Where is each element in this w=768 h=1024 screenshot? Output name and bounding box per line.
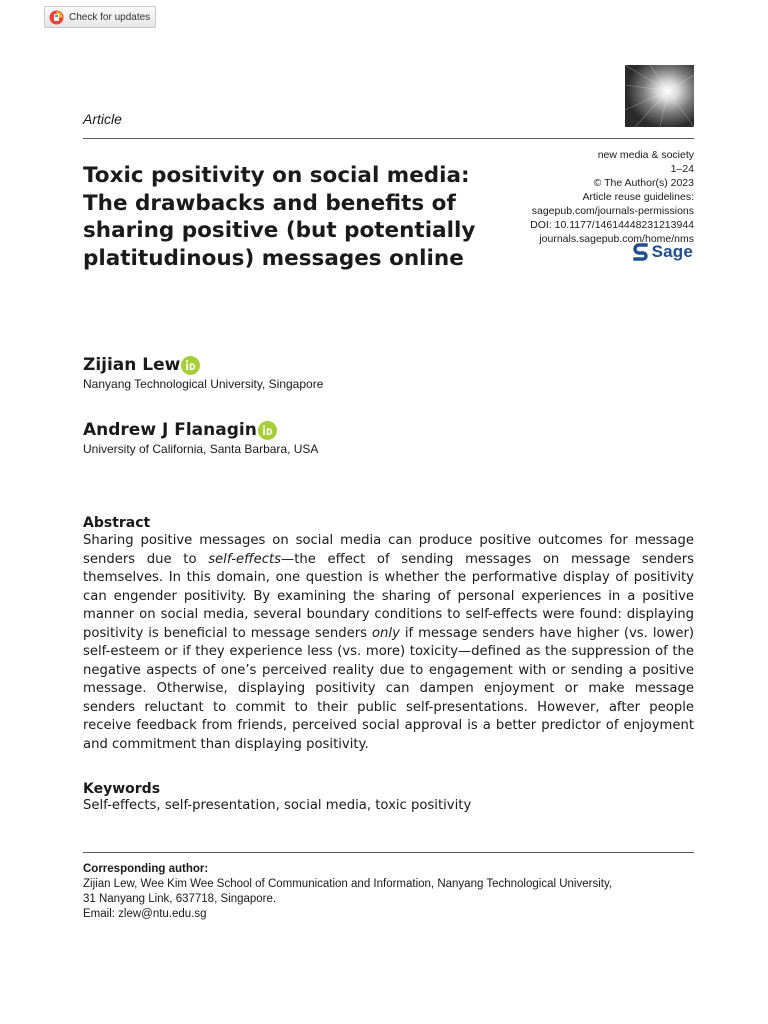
permissions-link[interactable]: sagepub.com/journals-permissions: [531, 205, 694, 217]
abstract-heading: Abstract: [83, 515, 151, 531]
check-for-updates-label: Check for updates: [69, 11, 151, 23]
corresponding-author-heading: Corresponding author:: [83, 863, 209, 875]
sage-logo: [633, 242, 693, 262]
orcid-icon[interactable]: [258, 421, 277, 440]
author-name-row: [83, 420, 318, 440]
author-name: Andrew J Flanagin: [83, 420, 257, 440]
keywords-heading: Keywords: [83, 781, 161, 797]
keywords-section: [83, 781, 694, 813]
abstract-text: [83, 532, 694, 754]
keywords-text: Self-effects, self-presentation, social media, toxic positivity: [83, 798, 472, 813]
journal-cover-image: [625, 65, 694, 127]
check-for-updates-button[interactable]: [44, 6, 156, 28]
reuse-guidelines-label: Article reuse guidelines:: [582, 191, 694, 203]
doi-link[interactable]: DOI: 10.1177/14614448231213944: [530, 219, 694, 231]
abstract-emphasis: self-effects: [208, 551, 282, 567]
abstract-text-part: —the effect of sending messages on message senders themselves. In this domain, one question is whether the performative display of positivity can engender positivity. By examining the sharing of personal experiences in a positive manner on social media, several boundary conditions to self-effects were found: displaying positivity is beneficial to message senders: [83, 551, 694, 641]
author-affiliation: University of California, Santa Barbara, USA: [83, 442, 319, 456]
corresponding-address-line: 31 Nanyang Link, 637718, Singapore.: [83, 893, 277, 905]
page-range: 1–24: [670, 163, 694, 175]
journal-home-link[interactable]: journals.sagepub.com/home/nms: [539, 233, 694, 245]
author-block: [83, 355, 323, 391]
footer-divider: [83, 852, 694, 853]
abstract-text-part: if message senders have higher (vs. lower) self-esteem or if they experience less (vs. more) toxicity—defined as the suppression of the negative aspects of one’s perceived reality due to engagement with or sending a positive message. Otherwise, displaying positivity can dampen enjoyment or make message senders reluctant to commit to their public self-presentations. However, after people receive feedback from friends, perceived social approval is a better predictor of enjoyment and commitment than displaying positivity.: [83, 625, 695, 752]
copyright-notice: © The Author(s) 2023: [593, 177, 694, 189]
corresponding-author-section: [83, 862, 703, 922]
author-block: [83, 420, 318, 456]
header-divider: [83, 138, 694, 139]
corresponding-email[interactable]: Email: zlew@ntu.edu.sg: [83, 908, 207, 920]
abstract-emphasis: only: [371, 625, 400, 641]
corresponding-address-line: Zijian Lew, Wee Kim Wee School of Communication and Information, Nanyang Technological University,: [83, 878, 613, 890]
article-type-label: Article: [83, 111, 122, 127]
article-title: Toxic positivity on social media: The drawbacks and benefits of sharing positive (but potentially platitudinous) messages online: [83, 163, 476, 271]
orcid-icon[interactable]: [181, 356, 200, 375]
update-check-icon: [49, 10, 64, 25]
publisher-name: Sage: [651, 242, 693, 261]
journal-name: new media & society: [597, 149, 694, 161]
abstract-section: [83, 515, 694, 754]
journal-metadata: [530, 148, 694, 246]
abstract-text-part: Sharing positive messages on social media can produce positive outcomes for message senders due to: [83, 533, 694, 567]
author-name: Zijian Lew: [83, 355, 181, 375]
author-affiliation: Nanyang Technological University, Singapore: [83, 377, 324, 391]
author-name-row: [83, 355, 323, 375]
sage-s-icon: [633, 243, 649, 261]
